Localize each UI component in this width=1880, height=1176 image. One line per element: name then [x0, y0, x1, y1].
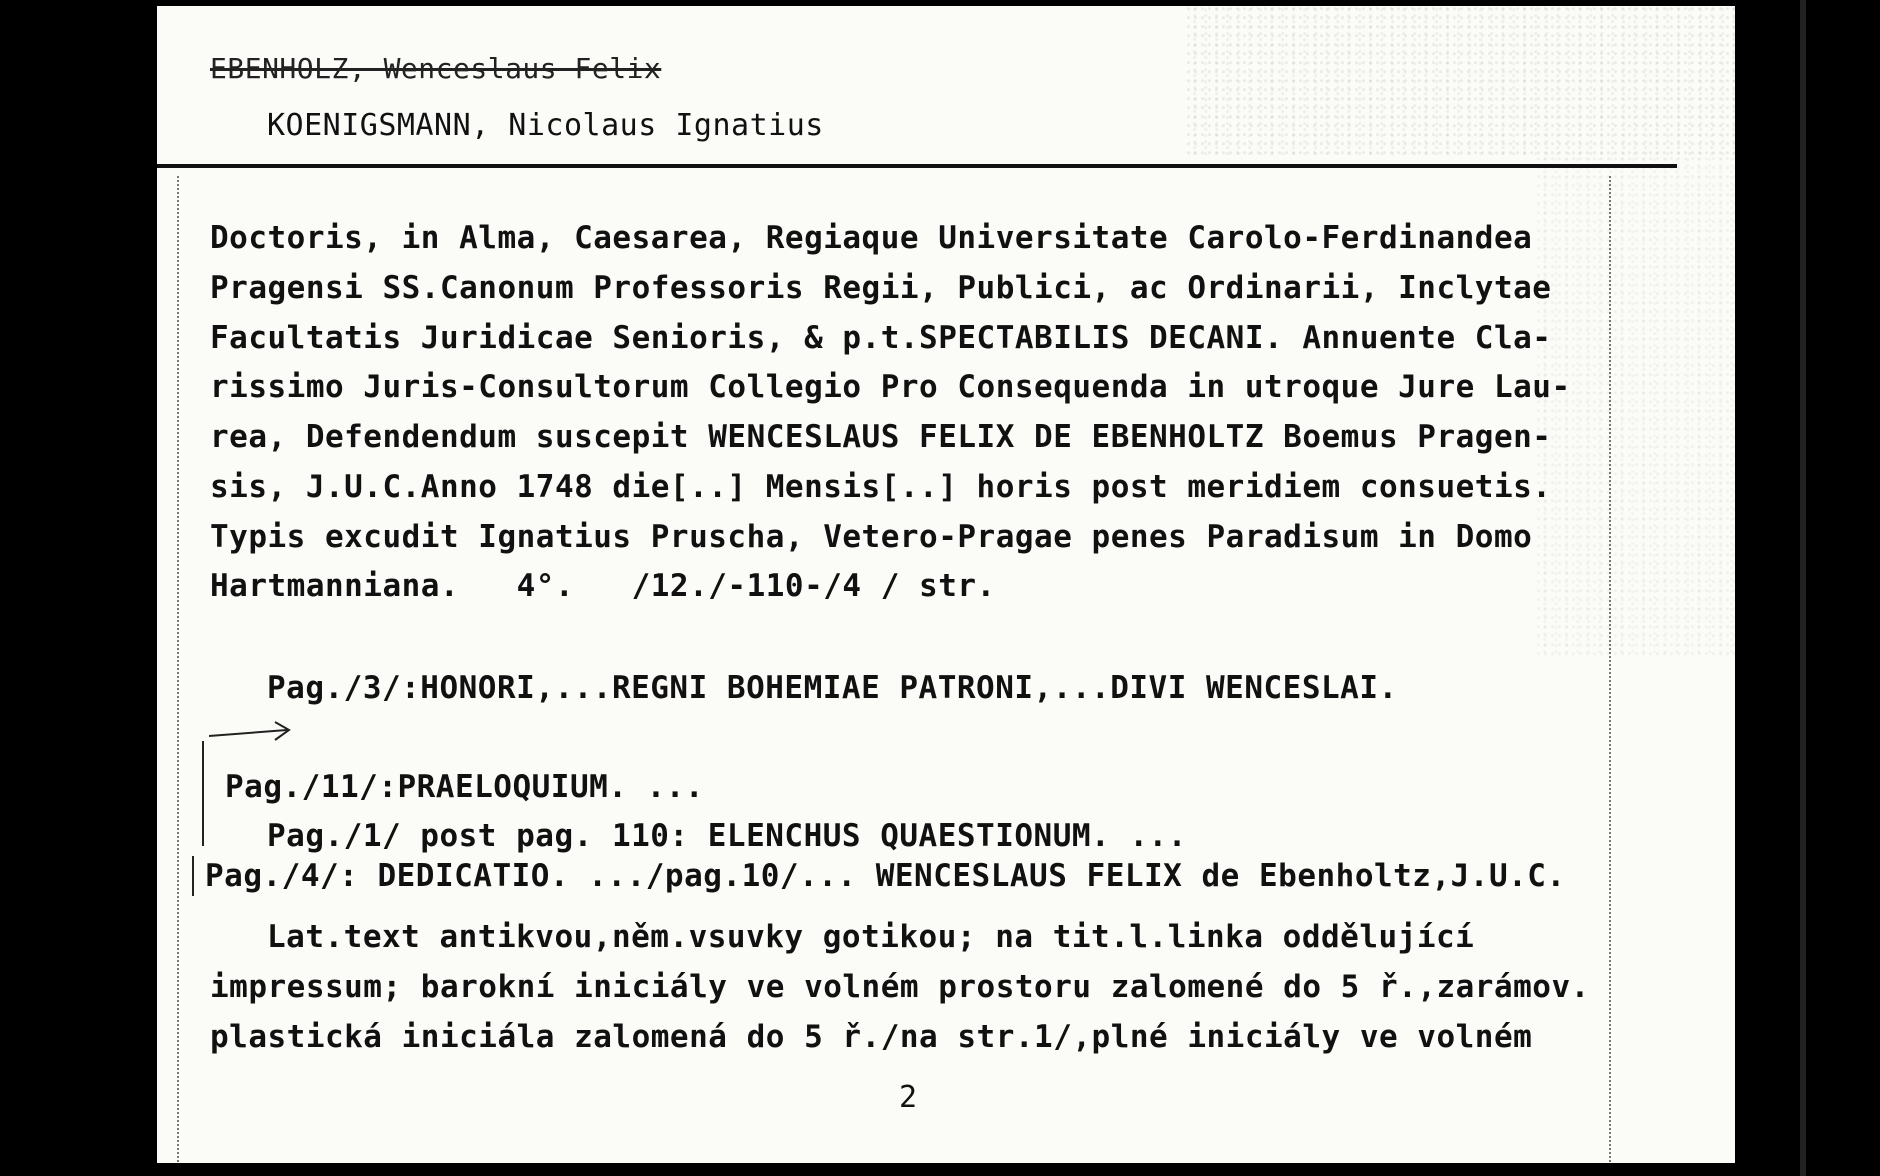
heading-name: KOENIGSMANN, Nicolaus Ignatius [267, 108, 824, 143]
paper-noise [1537, 156, 1735, 656]
body-line: sis, J.U.C.Anno 1748 die[..] Mensis[..] horis post meridiem consuetis. [210, 469, 1552, 505]
page-number: 2 [899, 1080, 918, 1115]
page-line: Pag./11/:PRAELOQUIUM. ... [225, 769, 705, 805]
hand-bracket [202, 741, 204, 846]
margin-line-right [1609, 176, 1611, 1163]
body-line: rea, Defendendum suscepit WENCESLAUS FELIX DE EBENHOLTZ Boemus Pragen- [210, 419, 1552, 455]
margin-line-left [177, 176, 179, 1163]
page-line: Pag./4/: DEDICATIO. .../pag.10/... WENCESLAUS FELIX de Ebenholtz,J.U.C. [205, 858, 1566, 894]
catalog-card [157, 6, 1735, 1163]
body-line: Hartmanniana. 4°. /12./-110-/4 / str. [210, 568, 996, 604]
body-line: Facultatis Juridicae Senioris, & p.t.SPECTABILIS DECANI. Annuente Cla- [210, 320, 1552, 356]
body-line: Typis excudit Ignatius Pruscha, Vetero-Pragae penes Paradisum in Domo [210, 519, 1533, 555]
note-line: Lat.text antikvou,něm.vsuvky gotikou; na tit.l.linka oddělující [267, 919, 1475, 955]
note-line: plastická iniciála zalomená do 5 ř./na str.1/,plné iniciály ve volném [210, 1019, 1533, 1055]
body-line: rissimo Juris-Consultorum Collegio Pro Consequenda in utroque Jure Lau- [210, 369, 1571, 405]
page-line: Pag./1/ post pag. 110: ELENCHUS QUAESTIONUM. ... [267, 818, 1187, 854]
header-divider [157, 164, 1677, 168]
struck-heading: EBENHOLZ, Wenceslaus Felix [210, 52, 662, 85]
page-line: Pag./3/:HONORI,...REGNI BOHEMIAE PATRONI,...DIVI WENCESLAI. [267, 670, 1398, 706]
hand-bracket [192, 856, 194, 896]
scan-edge [1800, 0, 1806, 1176]
note-line: impressum; barokní iniciály ve volném prostoru zalomené do 5 ř.,zarámov. [210, 969, 1590, 1005]
arrow-icon [207, 718, 297, 748]
paper-noise [1187, 6, 1735, 156]
body-line: Pragensi SS.Canonum Professoris Regii, Publici, ac Ordinarii, Inclytae [210, 270, 1552, 306]
body-line: Doctoris, in Alma, Caesarea, Regiaque Universitate Carolo-Ferdinandea [210, 220, 1533, 256]
